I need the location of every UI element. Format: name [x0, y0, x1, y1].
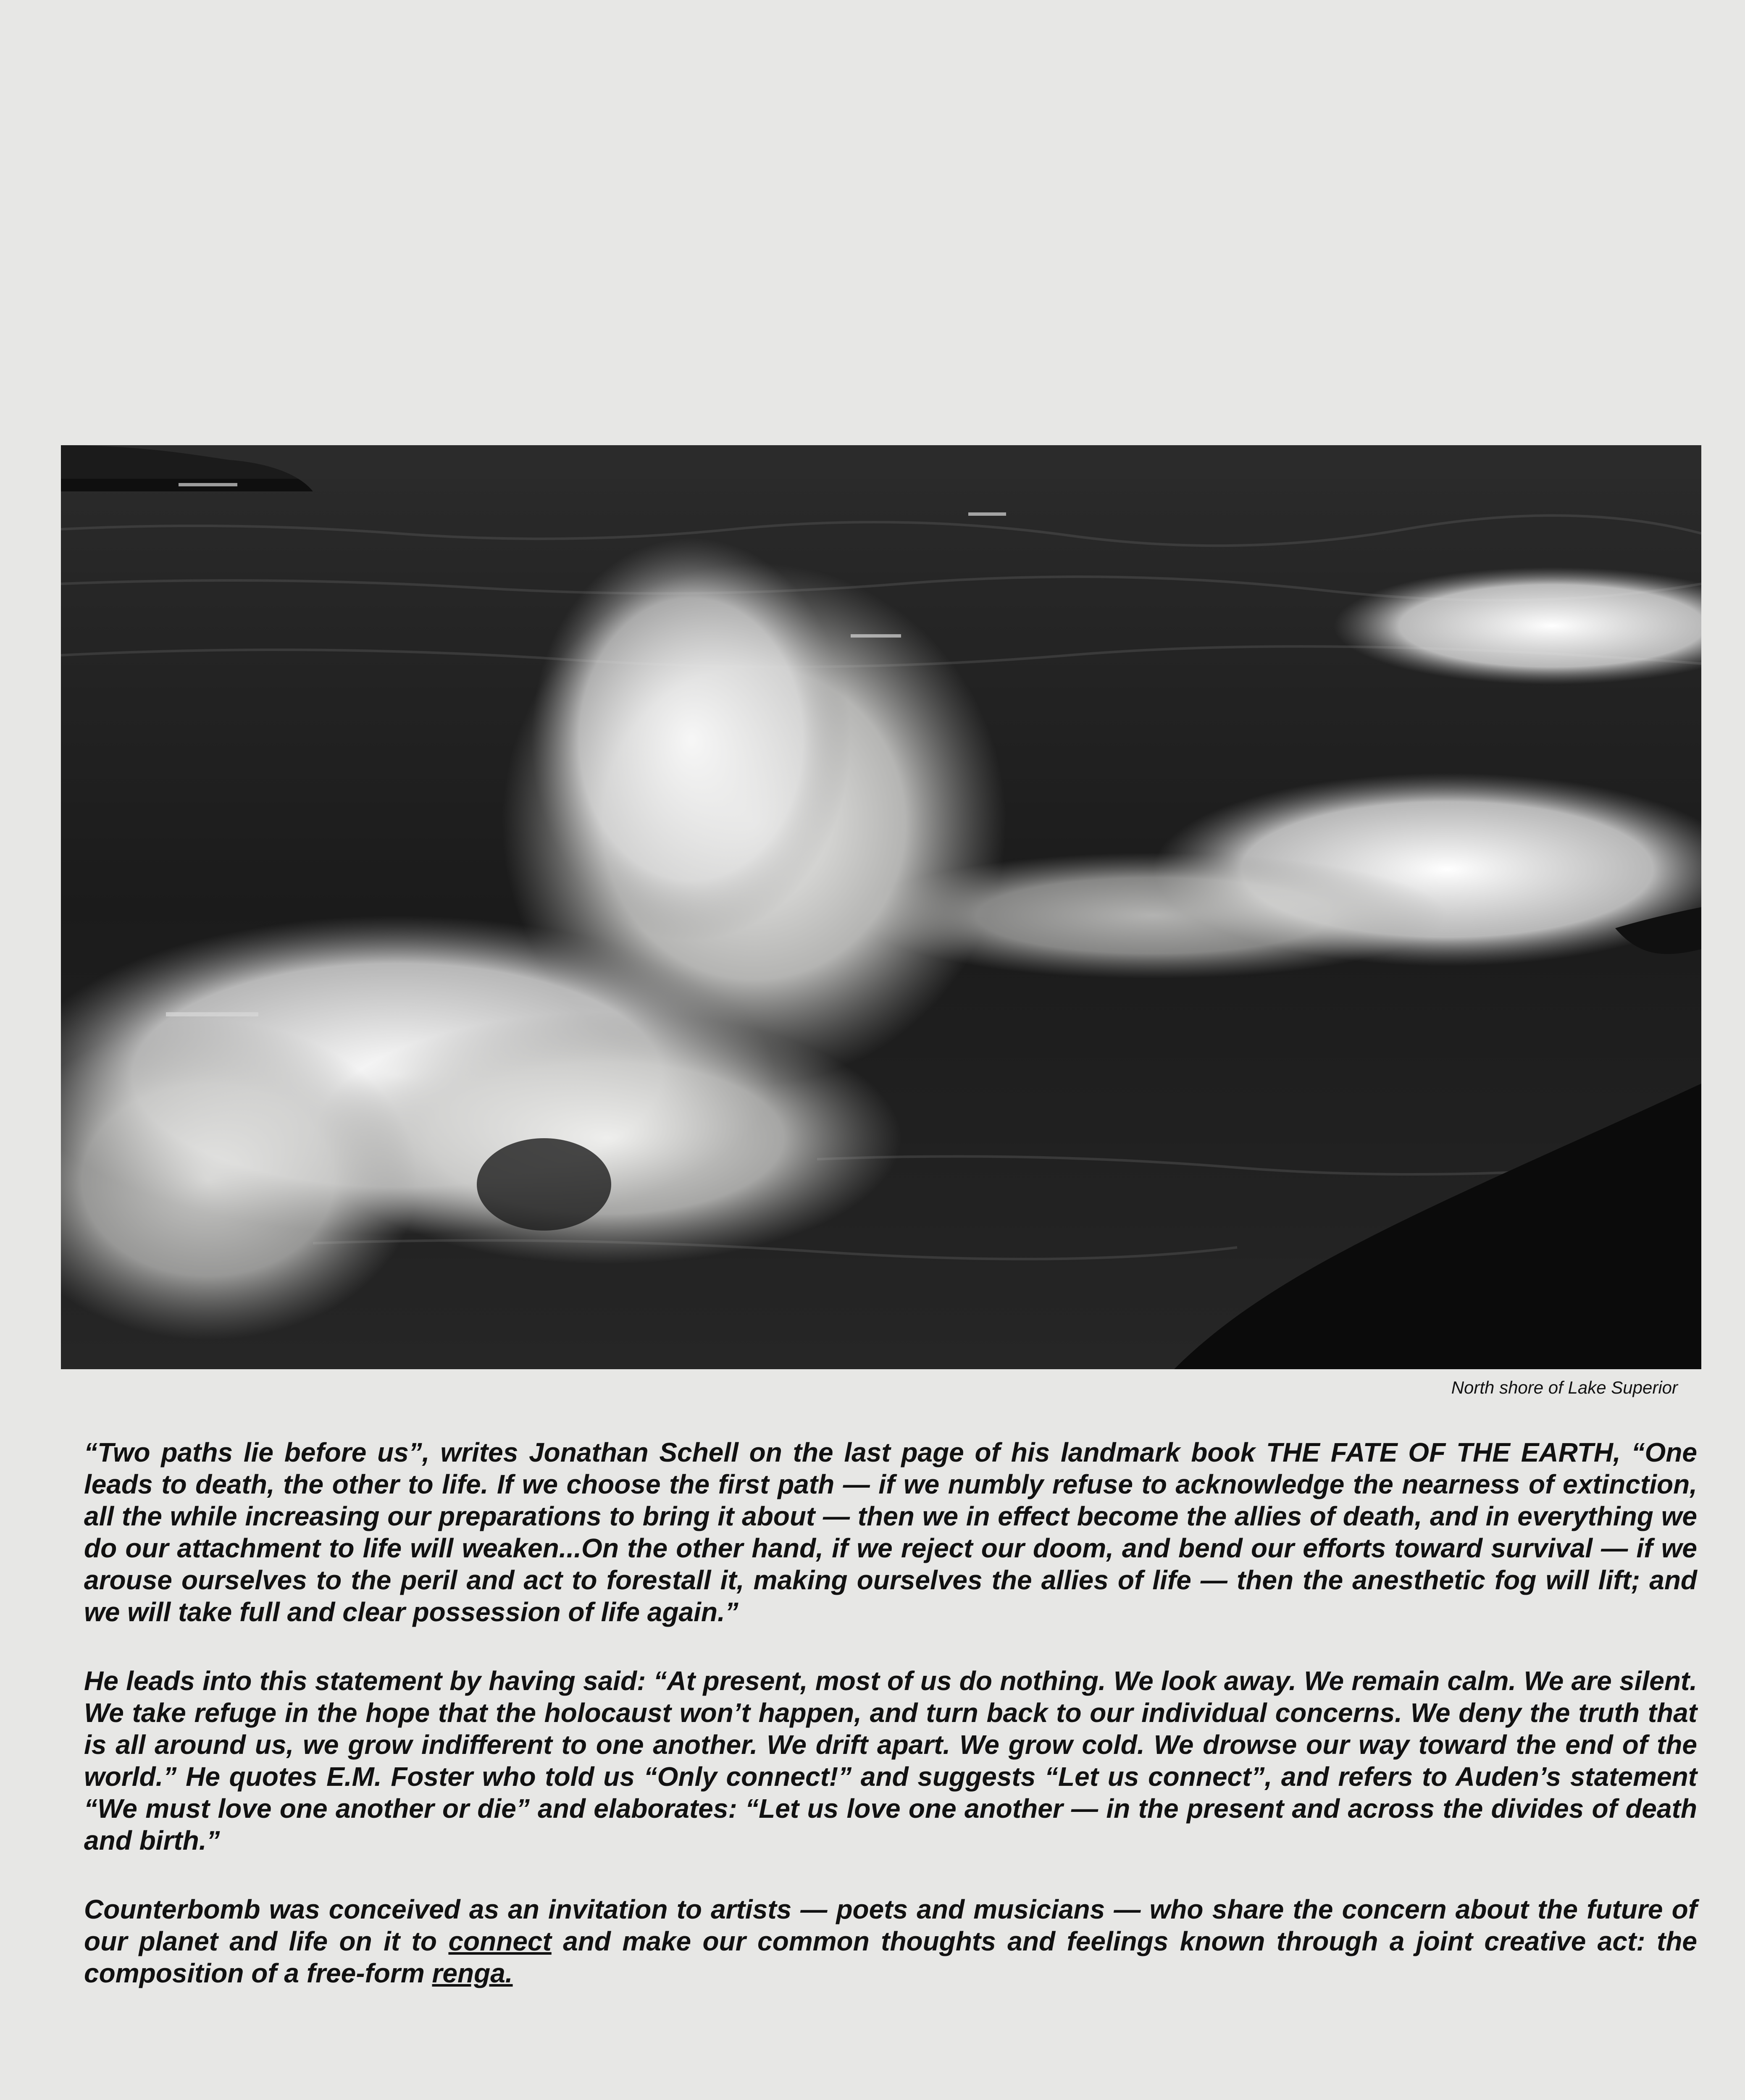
essay-paragraph-3 — [84, 1893, 1697, 1989]
renga-underlined: renga. — [432, 1958, 513, 1988]
essay-p3-part-a: Counterbomb was conceived as an invitation to artists — poets and musicians — who share the concern about the future of our planet and life on it to — [84, 1894, 1697, 1956]
connect-underlined: connect — [448, 1926, 552, 1956]
photo-caption: North shore of Lake Superior — [1451, 1378, 1678, 1397]
waves-illustration — [61, 445, 1701, 1369]
lake-superior-photo — [61, 445, 1701, 1369]
essay — [84, 1436, 1697, 2026]
essay-paragraph-2: He leads into this statement by having said: “At present, most of us do nothing. We look away. We remain calm. We are silent. We take refuge in the hope that the holocaust won’t happen, and turn back to our individual concerns. We deny the truth that is all around us, we grow indifferent to one another. We drift apart. We grow cold. We drowse our way toward the end of the world.” He quotes E.M. Foster who told us “Only connect!” and suggests “Let us connect”, and refers to Auden’s statement “We must love one another or die” and elaborates: “Let us love one another — in the present and across the divides of death and birth.” — [84, 1666, 1697, 1856]
essay-p3-part-b: and make our common thoughts and feelings known through a joint creative act: the composition of a free-form — [84, 1926, 1698, 1988]
essay-paragraph-1: “Two paths lie before us”, writes Jonathan Schell on the last page of his landmark book THE FATE OF THE EARTH, “One leads to death, the other to life. If we choose the first path — if we numbly refuse to acknowledge the nearness of extinction, all the while increasing our preparations to bring it about — then we in effect become the allies of death, and in everything we do our attachment to life will weaken...On the other hand, if we reject our doom, and bend our efforts toward survival — if we arouse ourselves to the peril and act to forestall it, making ourselves the allies of life — then the anesthetic fog will lift; and we will take full and clear possession of life again.” — [84, 1437, 1697, 1627]
